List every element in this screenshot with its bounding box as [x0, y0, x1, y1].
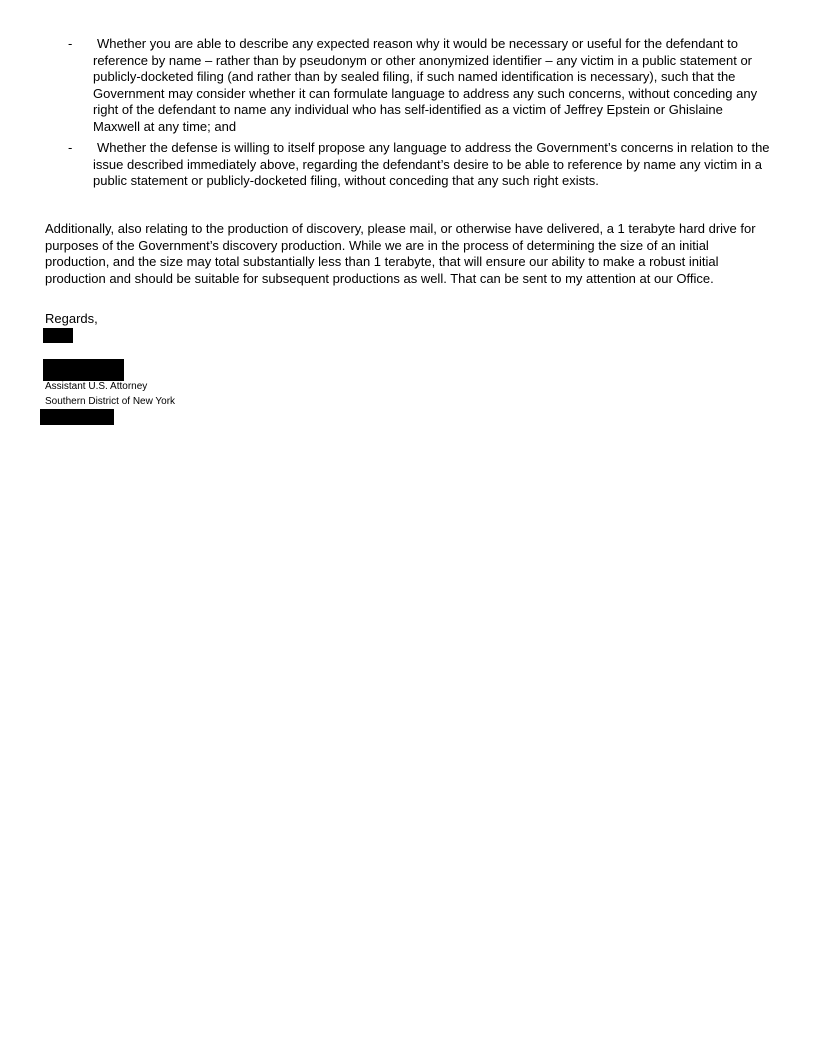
body-paragraph: Additionally, also relating to the production of discovery, please mail, or otherwise have delivered, a 1 terabyte hard drive for purposes of the Government’s discovery production. While we are in the process of determining the size of an initial production, and the size may total substantially less than 1 terabyte, that will ensure our ability to make a robust initial production and should be suitable for subsequent productions as well. That can be sent to my attention at our Office. — [45, 221, 756, 286]
redaction-bar — [43, 328, 73, 343]
signature-office: Southern District of New York — [45, 396, 176, 407]
redaction-bar — [43, 359, 124, 381]
bullet-text: Whether you are able to describe any expected reason why it would be necessary or useful for the defendant to reference by name – rather than by pseudonym or other anonymized identifier – any victim in a public statement or publicly-docketed filing (and rather than by sealed filing, if such named identification is necessary), such that the Government may consider whether it can formulate language to address any such concerns, without conceding any right of the defendant to name any individual who has self-identified as a victim of Jeffrey Epstein or Ghislaine Maxwell at any time; and — [93, 36, 758, 134]
bullet-text: Whether the defense is willing to itself propose any language to address the Government’s concerns in relation to the issue described immediately above, regarding the defendant’s desire to be able to reference by name any victim in a public statement or publicly-docketed filing, without conceding that any such right exists. — [93, 140, 770, 188]
list-item — [60, 36, 772, 135]
bullet-list — [60, 36, 772, 195]
bullet-marker: - — [68, 140, 73, 155]
bullet-marker: - — [68, 36, 73, 51]
closing-salutation: Regards, — [45, 311, 98, 326]
list-item — [60, 140, 772, 190]
signature-title: Assistant U.S. Attorney — [45, 381, 148, 392]
redaction-bar — [40, 409, 114, 425]
